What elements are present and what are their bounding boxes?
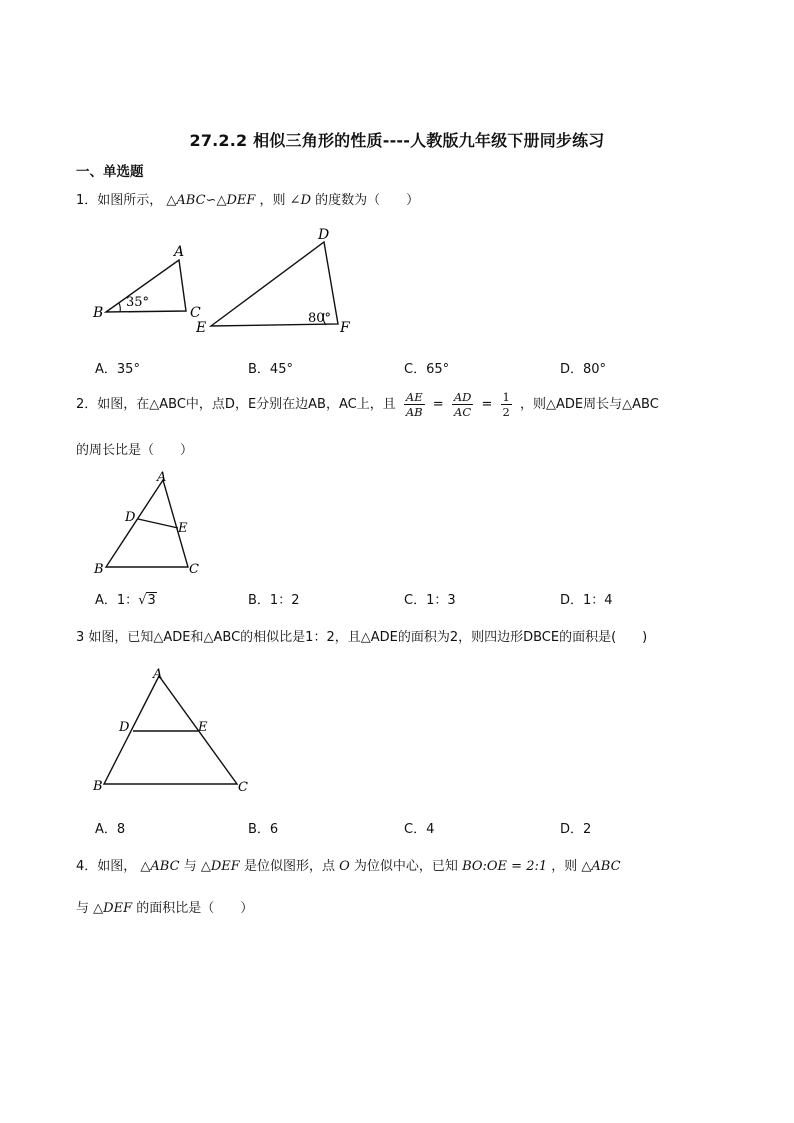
option-letter: A． (95, 362, 117, 377)
q2-option-b[interactable] (248, 589, 299, 608)
sqrt-radicand: 3 (147, 593, 156, 608)
frac-num: 1 (502, 390, 510, 404)
fraction-ad-ac (452, 390, 474, 419)
label-e: E (196, 320, 207, 336)
triangle-abc (106, 480, 188, 567)
q3-option-a[interactable] (95, 818, 125, 837)
fraction-one-half (501, 390, 512, 419)
option-letter: D． (560, 362, 584, 377)
q2-option-d[interactable] (560, 589, 613, 608)
q4-math-abc: △ABC (140, 859, 180, 874)
question-2-stem-line2: 的周长比是（ ） (76, 443, 194, 458)
q2-suffix: ，则△ADE周长与△ABC (520, 397, 659, 412)
option-text: 6 (269, 822, 279, 837)
option-text: 1：3 (426, 593, 456, 608)
option-letter: C． (404, 822, 427, 837)
frac-num: AD (453, 390, 472, 404)
label-b: B (93, 779, 103, 794)
option-text: 80° (583, 362, 607, 377)
q3-option-d[interactable] (560, 818, 591, 837)
fraction-ae-ab (404, 390, 425, 419)
angle-b-arc (119, 303, 120, 312)
label-c: C (190, 305, 201, 321)
q4-text: 为位似中心，已知 (353, 859, 458, 874)
label-a: A (174, 244, 185, 260)
question-1-figure (86, 224, 366, 340)
option-letter: B． (248, 362, 270, 377)
frac-num: AE (404, 390, 425, 405)
q2-option-a[interactable] (95, 589, 157, 608)
option-letter: B． (248, 593, 270, 608)
angle-f-label: 80° (308, 311, 332, 326)
q1-option-c[interactable] (404, 358, 449, 377)
option-text: 1：4 (583, 593, 613, 608)
option-letter: B． (248, 822, 270, 837)
question-1-stem (76, 191, 419, 211)
q4-math-abc-2: △ABC (581, 859, 621, 874)
q1-math-similar: △ABC∽△DEF (166, 193, 256, 208)
page-title: 27.2.2 相似三角形的性质----人教版九年级下册同步练习 (189, 131, 605, 150)
question-4-stem-line2 (76, 899, 253, 919)
label-b: B (94, 562, 104, 577)
equals-sign: = (432, 397, 444, 412)
label-b: B (93, 305, 104, 321)
q4-text: ，则 (551, 859, 578, 874)
q4-text: 与 (76, 901, 90, 916)
option-text: 4 (426, 822, 435, 837)
option-text: 45° (269, 362, 293, 377)
q3-option-c[interactable] (404, 818, 434, 837)
label-f: F (340, 320, 350, 336)
q4-math-def: △DEF (200, 859, 240, 874)
frac-den: AC (454, 405, 472, 419)
option-text: 1： (116, 593, 139, 608)
label-d: D (318, 227, 330, 243)
option-letter: D． (560, 822, 584, 837)
label-c: C (238, 780, 248, 795)
label-d: D (119, 720, 130, 735)
option-text: 1：2 (269, 593, 300, 608)
q4-text: 的面积比是（ ） (136, 901, 254, 916)
section-heading: 一、单选题 (76, 164, 144, 180)
segment-de (138, 519, 178, 528)
option-letter: A． (95, 593, 117, 608)
option-letter: D． (560, 593, 584, 608)
q1-option-d[interactable] (560, 358, 606, 377)
q4-math-def-2: △DEF (93, 901, 133, 916)
q4-text: 与 (183, 859, 197, 874)
q4-text: 是位似图形，点 (243, 859, 335, 874)
q1-option-b[interactable] (248, 358, 293, 377)
q1-prefix: 1．如图所示， (76, 193, 163, 208)
q1-math-angle: ∠D (289, 193, 311, 208)
question-3-figure (88, 664, 258, 798)
question-3-stem: 3 如图，已知△ADE和△ABC的相似比是1：2，且△ADE的面积为2，则四边形DBCE的面积是( ) (76, 630, 648, 645)
label-c: C (189, 562, 199, 577)
option-text: 8 (116, 822, 126, 837)
equals-sign: = (481, 397, 493, 412)
angle-b-label: 35° (126, 295, 150, 310)
label-a: A (153, 667, 163, 682)
label-a: A (157, 470, 167, 485)
question-2-figure (88, 468, 218, 580)
frac-den: AB (405, 405, 423, 419)
q4-math-ratio: BO:OE = 2:1 (462, 859, 548, 874)
question-4-stem-line1 (76, 857, 621, 877)
q3-option-b[interactable] (248, 818, 278, 837)
q4-text: 4．如图， (76, 859, 137, 874)
q1-option-a[interactable] (95, 358, 140, 377)
option-letter: C． (404, 593, 427, 608)
option-text: 2 (583, 822, 592, 837)
option-letter: A． (95, 822, 117, 837)
label-e: E (198, 720, 208, 735)
q4-math-o: O (339, 859, 350, 874)
frac-den: 2 (502, 405, 510, 419)
q2-option-c[interactable] (404, 589, 456, 608)
sqrt-symbol: √3 (138, 593, 156, 608)
label-e: E (178, 521, 188, 536)
label-d: D (125, 510, 136, 525)
q1-suffix: 的度数为（ ） (315, 193, 420, 208)
q1-mid: ，则 (259, 193, 286, 208)
question-2-stem-line1 (76, 390, 659, 419)
q2-prefix: 2．如图，在△ABC中，点D，E分别在边AB，AC上，且 (76, 397, 396, 412)
option-text: 65° (426, 362, 450, 377)
option-letter: C． (404, 362, 427, 377)
option-text: 35° (116, 362, 140, 377)
